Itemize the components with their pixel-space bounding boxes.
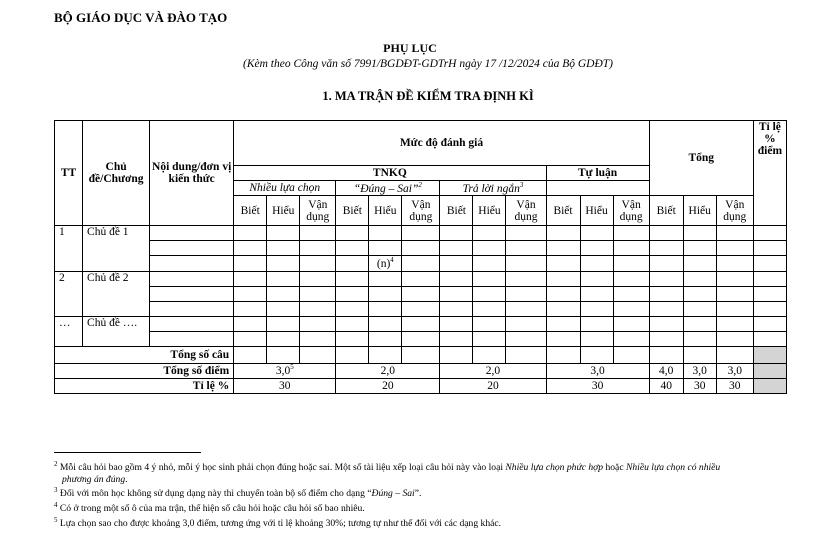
- section-heading: 1. MA TRẬN ĐỀ KIỂM TRA ĐỊNH KÌ: [322, 89, 534, 103]
- footnote-text: Có ở trong một số ô của ma trận, thể hiện số câu hỏi hoặc câu hỏi số bao nhiêu.: [57, 503, 365, 515]
- footnote-4: [54, 500, 794, 515]
- total-score-label: Tổng số điểm: [55, 363, 234, 378]
- total-questions-row: [55, 346, 787, 363]
- footnote-text: Mỗi câu hỏi bao gồm 4 ý nhỏ, mỗi ý học sinh phải chọn đúng hoặc sai. Một số tài liệu xếp loại câu hỏi này vào loại: [57, 462, 506, 474]
- footnote-2-continued: [54, 474, 794, 486]
- header-topic: Chủ đề/Chương: [83, 121, 150, 226]
- question-marker-cell: [369, 256, 402, 271]
- level-apply: Vận dụng: [716, 196, 753, 226]
- appendix-subtitle: (Kèm theo Công văn số 7991/BGDĐT-GDTrH ngày 17 /12/2024 của Bộ GDĐT): [242, 58, 613, 70]
- table-row: [55, 301, 787, 316]
- footnote-ref-4: 4: [390, 256, 394, 265]
- score-mc-value: 3,0: [275, 365, 291, 378]
- footnote-italic: phương án đúng: [62, 473, 126, 485]
- score-true-false: 2,0: [336, 363, 440, 378]
- row-tt: 1: [55, 226, 83, 271]
- level-apply: Vận dụng: [506, 196, 546, 226]
- header-assessment-level: Mức độ đánh giá: [234, 121, 649, 166]
- header-essay: Tự luận: [546, 166, 649, 181]
- org-header: BỘ GIÁO DỤC VÀ ĐÀO TẠO: [54, 10, 228, 25]
- header-essay-blank: [546, 181, 649, 196]
- assessment-matrix-table: [54, 120, 787, 394]
- footnote-number: 2: [54, 460, 58, 468]
- header-tt: TT: [55, 121, 83, 226]
- footnote-italic: Đúng – Sai: [371, 488, 415, 500]
- score-understand: 3,0: [683, 363, 716, 378]
- footnote-italic: Nhiều lựa chọn phức hợp: [505, 462, 604, 474]
- footnote-text: .: [125, 473, 128, 485]
- score-know: 4,0: [649, 363, 683, 378]
- table-row: [55, 316, 787, 331]
- true-false-label: “Đúng – Sai”: [353, 182, 419, 195]
- footnote-number: 3: [54, 486, 58, 495]
- table-row: [55, 286, 787, 301]
- row-topic: Chủ đề 1: [83, 226, 150, 271]
- header-true-false: [336, 181, 440, 196]
- ratio-row: [55, 378, 787, 393]
- footnote-ref-3: 3: [519, 180, 524, 189]
- score-multiple-choice: [234, 363, 336, 378]
- score-short-answer: 2,0: [440, 363, 546, 378]
- score-essay: 3,0: [546, 363, 649, 378]
- footnote-2: [54, 459, 794, 474]
- ratio-multiple-choice: 30: [234, 378, 336, 393]
- footnote-number: 5: [54, 515, 58, 524]
- header-tnkq: TNKQ: [234, 166, 546, 181]
- shaded-cell: [753, 346, 786, 363]
- row-topic: Chủ đề ….: [83, 316, 150, 346]
- footnote-italic: Nhiều lựa chọn có nhiều: [625, 462, 721, 474]
- short-answer-label: Trả lời ngắn: [462, 182, 520, 195]
- table-row: [55, 256, 787, 271]
- footnote-divider: [54, 452, 201, 453]
- level-know: Biết: [546, 196, 580, 226]
- header-short-answer: [440, 181, 546, 196]
- header-row-1: [55, 121, 787, 166]
- ratio-label: Tỉ lệ %: [55, 378, 234, 393]
- level-apply: Vận dụng: [300, 196, 336, 226]
- total-score-row: [55, 363, 787, 378]
- table-row: [55, 271, 787, 286]
- footnote-5: [54, 515, 794, 530]
- level-know: Biết: [234, 196, 267, 226]
- header-content-unit: Nội dung/đơn vị kiến thức: [150, 121, 234, 226]
- header-multiple-choice: Nhiều lựa chọn: [234, 181, 336, 196]
- ratio-apply: 30: [716, 378, 753, 393]
- footnote-3: [54, 485, 794, 500]
- table-row: [55, 241, 787, 256]
- ratio-essay: 30: [546, 378, 649, 393]
- level-understand: Hiểu: [683, 196, 716, 226]
- table-row: [55, 331, 787, 346]
- shaded-cell: [753, 378, 786, 393]
- footnotes: [54, 459, 794, 529]
- level-know: Biết: [649, 196, 683, 226]
- level-understand: Hiểu: [369, 196, 402, 226]
- ratio-short-answer: 20: [440, 378, 546, 393]
- level-understand: Hiểu: [267, 196, 300, 226]
- level-know: Biết: [336, 196, 369, 226]
- shaded-cell: [753, 363, 786, 378]
- level-know: Biết: [440, 196, 473, 226]
- ratio-know: 40: [649, 378, 683, 393]
- footnote-text: Lựa chọn sao cho được khoảng 3,0 điểm, tương ứng với tỉ lệ khoảng 30%; tương tự như thế đối với các dạng khác.: [57, 517, 502, 529]
- footnote-text: Đối với môn học không sử dụng dạng này thì chuyển toàn bộ số điểm cho dạng “: [57, 488, 372, 500]
- level-understand: Hiểu: [580, 196, 613, 226]
- score-apply: 3,0: [716, 363, 753, 378]
- appendix-title: PHỤ LỤC: [383, 41, 437, 55]
- row-tt: 2: [55, 271, 83, 316]
- footnote-ref-5: 5: [290, 363, 294, 372]
- level-apply: Vận dụng: [613, 196, 649, 226]
- ratio-true-false: 20: [336, 378, 440, 393]
- table-row: [55, 226, 787, 241]
- footnote-text: ”.: [414, 488, 422, 500]
- footnote-ref-2: 2: [418, 180, 422, 189]
- header-total: Tổng: [649, 121, 753, 196]
- row-tt: …: [55, 316, 83, 346]
- header-score-ratio: Tỉ lệ % điểm: [753, 121, 786, 226]
- total-questions-label: Tổng số câu: [55, 346, 234, 363]
- ratio-understand: 30: [683, 378, 716, 393]
- footnote-text: hoặc: [603, 462, 626, 474]
- level-understand: Hiểu: [473, 196, 506, 226]
- question-marker: (n): [376, 257, 391, 270]
- row-topic: Chủ đề 2: [83, 271, 150, 316]
- footnote-number: 4: [54, 500, 58, 509]
- level-apply: Vận dụng: [402, 196, 440, 226]
